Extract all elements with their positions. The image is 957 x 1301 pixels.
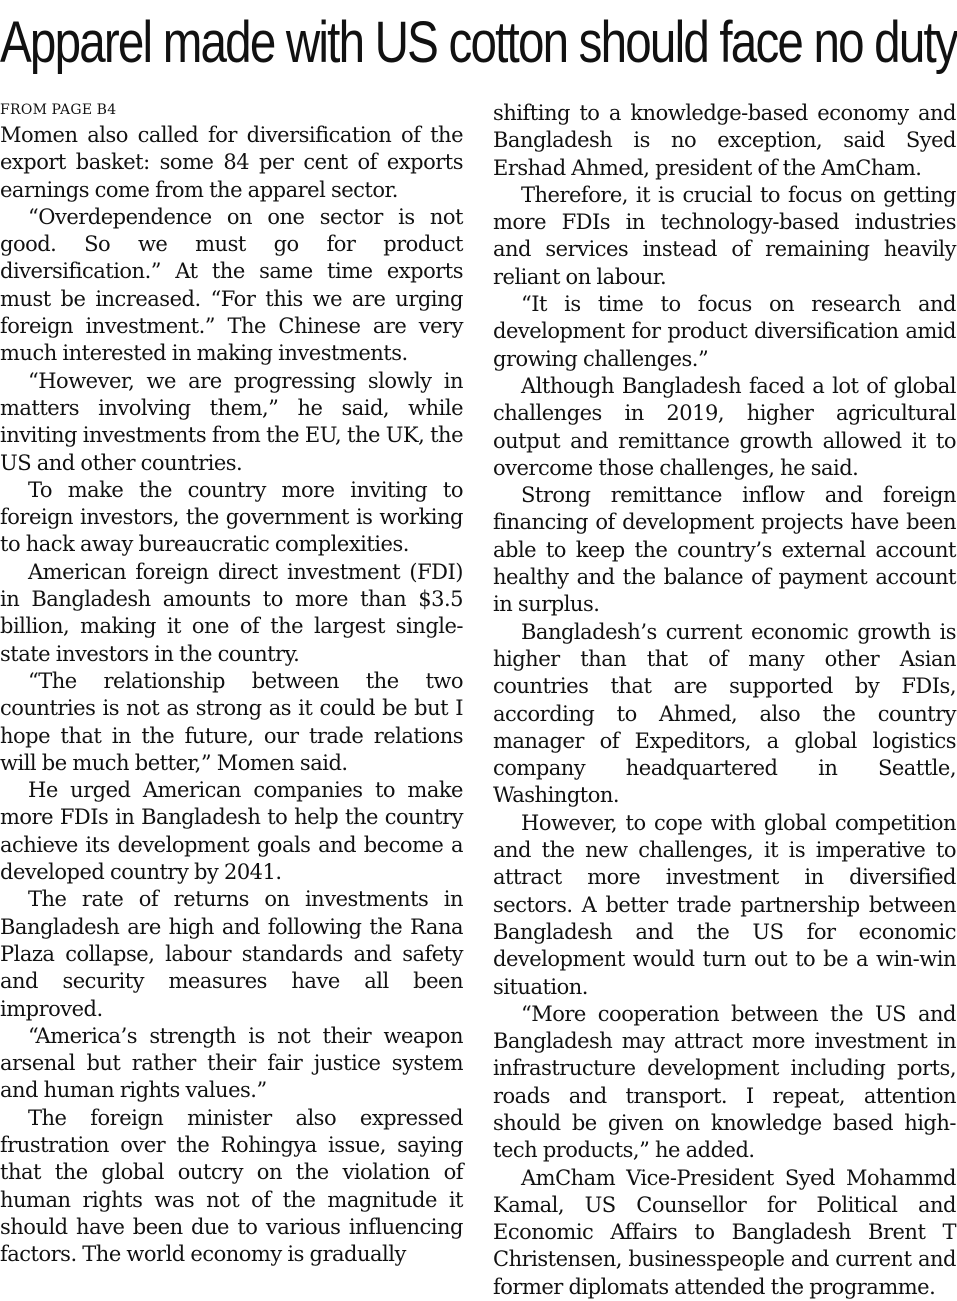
paragraph: American foreign direct investment (FDI) in Bangladesh amounts to more than $3.5 billion, making it one of the largest single-state investors in the country. bbox=[0, 559, 463, 666]
paragraph: Bangladesh’s current economic growth is higher than that of many other Asian countries that are supported by FDIs, according to Ahmed, also the country manager of Expeditors, a global logistics company headquartered in Seattle, Washington. bbox=[493, 619, 956, 808]
article-column-left bbox=[0, 100, 463, 1268]
paragraph: shifting to a knowledge-based economy and Bangladesh is no exception, said Syed Ershad Ahmed, president of the AmCham. bbox=[493, 101, 956, 180]
paragraph: The rate of returns on investments in Bangladesh are high and following the Rana Plaza collapse, labour standards and safety and security measures have all been improved. bbox=[0, 887, 463, 1021]
paragraph: However, to cope with global competition and the new challenges, it is imperative to attract more investment in diversified sectors. A better trade partnership between Bangladesh and the US for economic development would turn out to be a win-win situation. bbox=[493, 810, 956, 999]
paragraph: Therefore, it is crucial to focus on getting more FDIs in technology-based industries and services instead of remaining heavily reliant on labour. bbox=[493, 182, 956, 289]
paragraph: He urged American companies to make more FDIs in Bangladesh to help the country achieve its development goals and become a developed country by 2041. bbox=[0, 778, 463, 885]
paragraph: Although Bangladesh faced a lot of global challenges in 2019, higher agricultural output and remittance growth allowed it to overcome those challenges, he said. bbox=[493, 373, 956, 480]
paragraph: Momen also called for diversification of the export basket: some 84 per cent of exports earnings come from the apparel sector. bbox=[0, 123, 463, 202]
paragraph: AmCham Vice-President Syed Mohammd Kamal, US Counsellor for Political and Economic Affairs to Bangladesh Brent T Christensen, businesspeople and current and former diplomats attended the programme. bbox=[493, 1165, 956, 1299]
paragraph: To make the country more inviting to foreign investors, the government is working to hack away bureaucratic complexities. bbox=[0, 477, 463, 557]
paragraph: “More cooperation between the US and Bangladesh may attract more investment in infrastructure development including ports, roads and transport. I repeat, attention should be given on knowledge based high-tech products,” he added. bbox=[493, 1001, 956, 1163]
paragraph: “The relationship between the two countries is not as strong as it could be but I hope that in the future, our trade relations will be much better,” Momen said. bbox=[0, 668, 463, 775]
jump-label: FROM PAGE B4 bbox=[0, 102, 117, 118]
paragraph: “However, we are progressing slowly in matters involving them,” he said, while inviting investments from the EU, the UK, the US and other countries. bbox=[0, 368, 463, 475]
paragraph: Strong remittance inflow and foreign financing of development projects have been able to keep the country’s external account healthy and the balance of payment account in surplus. bbox=[493, 483, 956, 617]
article-headline: Apparel made with US cotton should face no duty bbox=[0, 10, 957, 75]
article-column-right bbox=[493, 100, 956, 1301]
paragraph: “It is time to focus on research and development for product diversification amid growing challenges.” bbox=[493, 292, 956, 371]
paragraph: “America’s strength is not their weapon arsenal but rather their fair justice system and human rights values.” bbox=[0, 1023, 463, 1103]
paragraph: The foreign minister also expressed frustration over the Rohingya issue, saying that the global outcry on the violation of human rights was not of the magnitude it should have been due to various influencing factors. The world economy is gradually bbox=[0, 1105, 463, 1267]
paragraph: “Overdependence on one sector is not good. So we must go for product diversification.” At the same time exports must be increased. “For this we are urging foreign investment.” The Chinese are very much interested in making investments. bbox=[0, 204, 463, 366]
